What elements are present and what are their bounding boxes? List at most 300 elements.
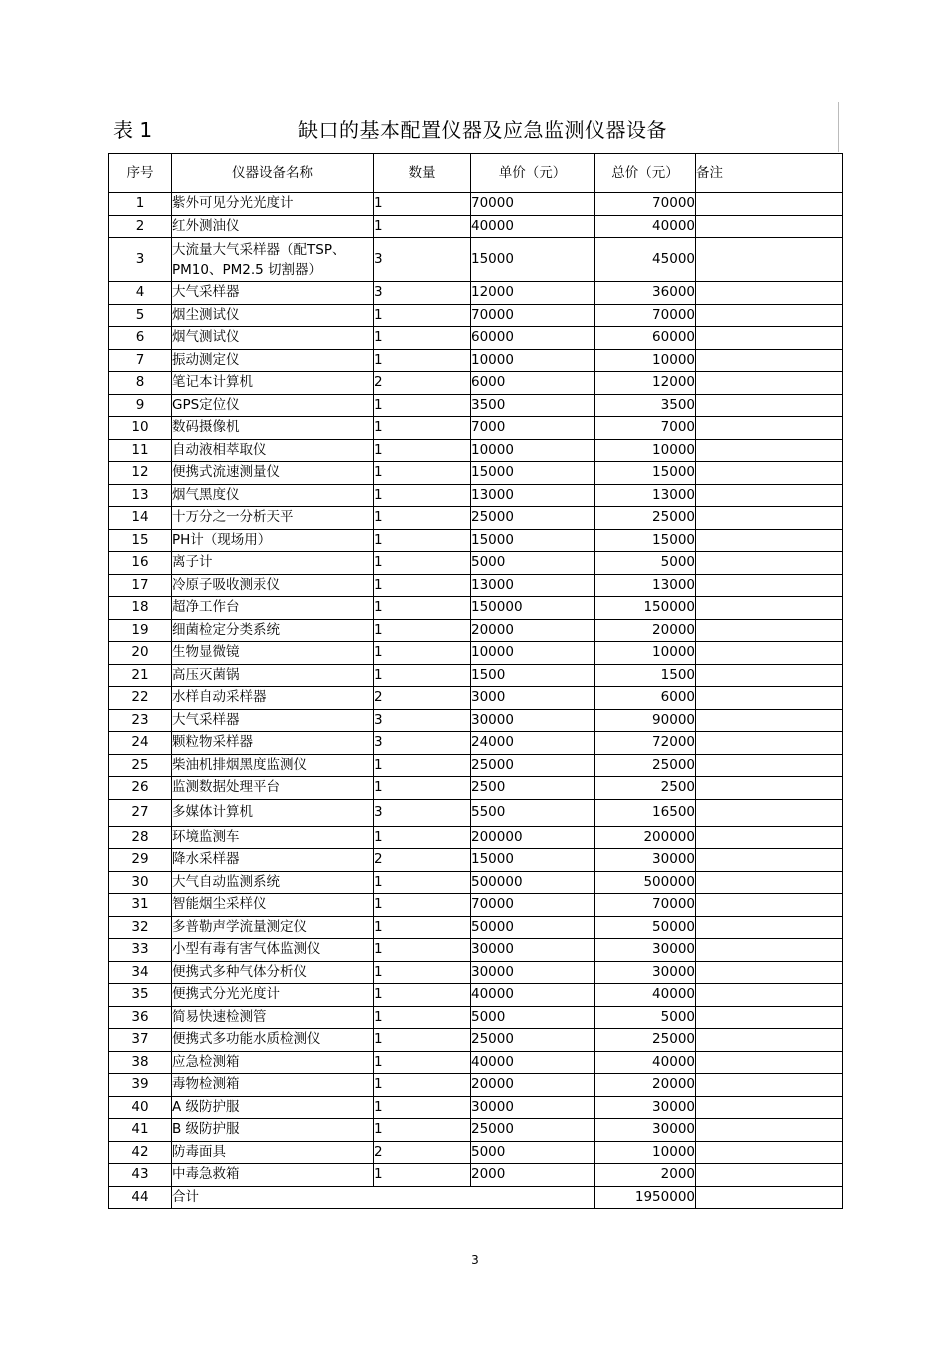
cell-total: 40000 [595, 984, 696, 1007]
cell-no: 16 [109, 552, 172, 575]
cell-total: 50000 [595, 916, 696, 939]
cell-qty: 1 [374, 894, 471, 917]
cell-total: 70000 [595, 304, 696, 327]
cell-name: 冷原子吸收测汞仪 [172, 574, 374, 597]
table-row [109, 282, 843, 305]
cell-price: 13000 [471, 574, 595, 597]
cell-no: 13 [109, 484, 172, 507]
cell-no: 4 [109, 282, 172, 305]
table-row [109, 916, 843, 939]
cell-no: 23 [109, 709, 172, 732]
cell-price: 50000 [471, 916, 595, 939]
cell-name: 烟气黑度仪 [172, 484, 374, 507]
cell-no: 33 [109, 939, 172, 962]
cell-note [696, 1141, 843, 1164]
cell-no: 29 [109, 849, 172, 872]
cell-total: 25000 [595, 754, 696, 777]
table-row [109, 1074, 843, 1097]
cell-total: 6000 [595, 687, 696, 710]
cell-total: 16500 [595, 799, 696, 826]
cell-price: 10000 [471, 642, 595, 665]
cell-qty: 1 [374, 1051, 471, 1074]
cell-total: 7000 [595, 417, 696, 440]
table-row [109, 687, 843, 710]
table-row [109, 238, 843, 282]
cell-price: 5000 [471, 552, 595, 575]
cell-note [696, 552, 843, 575]
cell-qty: 1 [374, 754, 471, 777]
table-row [109, 529, 843, 552]
cell-qty: 1 [374, 394, 471, 417]
table-row [109, 1164, 843, 1187]
cell-no: 8 [109, 372, 172, 395]
cell-note [696, 439, 843, 462]
cell-no: 6 [109, 327, 172, 350]
cell-no: 43 [109, 1164, 172, 1187]
cell-total: 5000 [595, 1006, 696, 1029]
table-summary-row [109, 1186, 843, 1209]
cell-note [696, 507, 843, 530]
cell-note [696, 984, 843, 1007]
cell-name: 水样自动采样器 [172, 687, 374, 710]
cell-note [696, 1029, 843, 1052]
cell-name: 超净工作台 [172, 597, 374, 620]
cell-note [696, 372, 843, 395]
cell-total: 1500 [595, 664, 696, 687]
cell-qty: 1 [374, 826, 471, 849]
cell-qty: 1 [374, 1119, 471, 1142]
cell-qty: 1 [374, 439, 471, 462]
cell-total: 30000 [595, 1096, 696, 1119]
cell-price: 1500 [471, 664, 595, 687]
cell-note [696, 529, 843, 552]
cell-no: 11 [109, 439, 172, 462]
cell-qty: 1 [374, 961, 471, 984]
cell-qty: 1 [374, 349, 471, 372]
cell-price: 12000 [471, 282, 595, 305]
cell-no: 14 [109, 507, 172, 530]
cell-qty: 3 [374, 238, 471, 282]
cell-price: 15000 [471, 462, 595, 485]
cell-total: 13000 [595, 484, 696, 507]
cell-no: 37 [109, 1029, 172, 1052]
cell-name: 数码摄像机 [172, 417, 374, 440]
cell-no: 9 [109, 394, 172, 417]
cell-price: 150000 [471, 597, 595, 620]
table-row [109, 1141, 843, 1164]
cell-qty: 1 [374, 1164, 471, 1187]
cell-price: 10000 [471, 349, 595, 372]
table-row [109, 507, 843, 530]
cell-name: 智能烟尘采样仪 [172, 894, 374, 917]
cell-total: 2500 [595, 777, 696, 800]
cell-name: 烟尘测试仪 [172, 304, 374, 327]
cell-total: 2000 [595, 1164, 696, 1187]
cell-note [696, 619, 843, 642]
cell-name: 烟气测试仪 [172, 327, 374, 350]
cell-note [696, 894, 843, 917]
cell-price: 10000 [471, 439, 595, 462]
cell-name: 柴油机排烟黑度监测仪 [172, 754, 374, 777]
cell-total: 30000 [595, 1119, 696, 1142]
cell-note [696, 939, 843, 962]
cell-total: 200000 [595, 826, 696, 849]
table-row [109, 484, 843, 507]
cell-total: 10000 [595, 439, 696, 462]
cell-note [696, 849, 843, 872]
cell-no: 1 [109, 193, 172, 216]
cell-total: 72000 [595, 732, 696, 755]
table-row [109, 894, 843, 917]
cell-note [696, 193, 843, 216]
table-caption [108, 102, 839, 152]
cell-price: 70000 [471, 894, 595, 917]
table-row [109, 574, 843, 597]
cell-qty: 1 [374, 484, 471, 507]
cell-name: 简易快速检测管 [172, 1006, 374, 1029]
table-header-row [109, 154, 843, 193]
cell-no: 31 [109, 894, 172, 917]
table-row [109, 799, 843, 826]
cell-note [696, 484, 843, 507]
table-body [109, 193, 843, 1209]
cell-qty: 1 [374, 1006, 471, 1029]
cell-qty: 1 [374, 871, 471, 894]
cell-total: 30000 [595, 961, 696, 984]
cell-price: 2500 [471, 777, 595, 800]
cell-price: 7000 [471, 417, 595, 440]
table-row [109, 439, 843, 462]
cell-qty: 1 [374, 574, 471, 597]
cell-qty: 1 [374, 916, 471, 939]
cell-note [696, 349, 843, 372]
cell-no: 35 [109, 984, 172, 1007]
table-row [109, 597, 843, 620]
cell-price: 13000 [471, 484, 595, 507]
cell-price: 15000 [471, 238, 595, 282]
table-row [109, 709, 843, 732]
cell-note [696, 799, 843, 826]
cell-note [696, 327, 843, 350]
cell-qty: 1 [374, 642, 471, 665]
cell-qty: 1 [374, 984, 471, 1007]
cell-note [696, 1074, 843, 1097]
equipment-table [108, 153, 843, 1209]
cell-name: 大气自动监测系统 [172, 871, 374, 894]
cell-qty: 1 [374, 597, 471, 620]
header-total: 总价（元） [595, 154, 696, 193]
cell-name: 十万分之一分析天平 [172, 507, 374, 530]
table-row [109, 215, 843, 238]
table-row [109, 826, 843, 849]
cell-price: 40000 [471, 1051, 595, 1074]
cell-qty: 1 [374, 552, 471, 575]
cell-total: 70000 [595, 894, 696, 917]
cell-total: 25000 [595, 1029, 696, 1052]
cell-price: 30000 [471, 709, 595, 732]
cell-price: 70000 [471, 193, 595, 216]
cell-note [696, 664, 843, 687]
cell-total: 10000 [595, 642, 696, 665]
cell-name: 防毒面具 [172, 1141, 374, 1164]
cell-no: 39 [109, 1074, 172, 1097]
table-row [109, 1051, 843, 1074]
cell-price: 30000 [471, 961, 595, 984]
header-price: 单价（元） [471, 154, 595, 193]
cell-price: 40000 [471, 215, 595, 238]
table-row [109, 1006, 843, 1029]
cell-price: 2000 [471, 1164, 595, 1187]
cell-no: 41 [109, 1119, 172, 1142]
cell-note [696, 1096, 843, 1119]
table-row [109, 984, 843, 1007]
cell-no: 36 [109, 1006, 172, 1029]
cell-total: 90000 [595, 709, 696, 732]
cell-qty: 1 [374, 777, 471, 800]
cell-price: 15000 [471, 529, 595, 552]
cell-name: 便携式多种气体分析仪 [172, 961, 374, 984]
cell-qty: 3 [374, 282, 471, 305]
cell-qty: 1 [374, 664, 471, 687]
cell-no: 22 [109, 687, 172, 710]
table-row [109, 642, 843, 665]
cell-price: 20000 [471, 1074, 595, 1097]
cell-no: 10 [109, 417, 172, 440]
cell-note [696, 1119, 843, 1142]
cell-price: 40000 [471, 984, 595, 1007]
page-title: 缺口的基本配置仪器及应急监测仪器设备 [298, 118, 667, 142]
header-note: 备注 [696, 154, 843, 193]
cell-total: 10000 [595, 1141, 696, 1164]
cell-note [696, 574, 843, 597]
cell-summary-total: 1950000 [595, 1186, 696, 1209]
cell-name: 红外测油仪 [172, 215, 374, 238]
table-row [109, 871, 843, 894]
cell-price: 24000 [471, 732, 595, 755]
cell-name: 振动测定仪 [172, 349, 374, 372]
table-row [109, 304, 843, 327]
cell-qty: 1 [374, 304, 471, 327]
cell-name: 笔记本计算机 [172, 372, 374, 395]
table-row [109, 1119, 843, 1142]
cell-name: 应急检测箱 [172, 1051, 374, 1074]
cell-note [696, 642, 843, 665]
cell-name: 大流量大气采样器（配TSP、PM10、PM2.5 切割器） [172, 238, 374, 282]
cell-no: 30 [109, 871, 172, 894]
table-row [109, 961, 843, 984]
cell-note [696, 282, 843, 305]
cell-price: 3000 [471, 687, 595, 710]
cell-total: 15000 [595, 529, 696, 552]
cell-no: 42 [109, 1141, 172, 1164]
cell-no: 5 [109, 304, 172, 327]
cell-note [696, 417, 843, 440]
cell-total: 500000 [595, 871, 696, 894]
table-row [109, 1029, 843, 1052]
cell-price: 3500 [471, 394, 595, 417]
cell-name: 小型有毒有害气体监测仪 [172, 939, 374, 962]
cell-no: 21 [109, 664, 172, 687]
cell-name: B 级防护服 [172, 1119, 374, 1142]
cell-note [696, 304, 843, 327]
cell-total: 70000 [595, 193, 696, 216]
cell-name: 降水采样器 [172, 849, 374, 872]
cell-no: 32 [109, 916, 172, 939]
table-row [109, 849, 843, 872]
cell-no: 20 [109, 642, 172, 665]
cell-total: 13000 [595, 574, 696, 597]
cell-total: 60000 [595, 327, 696, 350]
cell-no: 17 [109, 574, 172, 597]
cell-qty: 1 [374, 507, 471, 530]
cell-no: 34 [109, 961, 172, 984]
cell-qty: 1 [374, 193, 471, 216]
table-row [109, 939, 843, 962]
cell-total: 30000 [595, 939, 696, 962]
cell-note [696, 777, 843, 800]
table-row [109, 754, 843, 777]
cell-name: 环境监测车 [172, 826, 374, 849]
cell-name: 大气采样器 [172, 709, 374, 732]
table-row [109, 664, 843, 687]
cell-note [696, 597, 843, 620]
cell-qty: 1 [374, 1074, 471, 1097]
cell-no: 24 [109, 732, 172, 755]
cell-price: 500000 [471, 871, 595, 894]
cell-name: 高压灭菌锅 [172, 664, 374, 687]
cell-price: 5000 [471, 1006, 595, 1029]
cell-price: 25000 [471, 1119, 595, 1142]
cell-no: 3 [109, 238, 172, 282]
cell-price: 6000 [471, 372, 595, 395]
cell-note [696, 1051, 843, 1074]
cell-no: 19 [109, 619, 172, 642]
cell-total: 36000 [595, 282, 696, 305]
cell-note [696, 871, 843, 894]
cell-price: 25000 [471, 1029, 595, 1052]
cell-name: 毒物检测箱 [172, 1074, 374, 1097]
cell-total: 25000 [595, 507, 696, 530]
table-row [109, 417, 843, 440]
cell-name: 中毒急救箱 [172, 1164, 374, 1187]
cell-total: 12000 [595, 372, 696, 395]
cell-summary-label: 合计 [172, 1186, 595, 1209]
cell-total: 15000 [595, 462, 696, 485]
table-row [109, 193, 843, 216]
cell-price: 15000 [471, 849, 595, 872]
cell-name: 便携式流速测量仪 [172, 462, 374, 485]
cell-total: 40000 [595, 215, 696, 238]
cell-no: 12 [109, 462, 172, 485]
cell-price: 30000 [471, 1096, 595, 1119]
cell-name: 离子计 [172, 552, 374, 575]
cell-note [696, 215, 843, 238]
cell-qty: 1 [374, 939, 471, 962]
cell-qty: 2 [374, 372, 471, 395]
cell-no: 15 [109, 529, 172, 552]
cell-note [696, 394, 843, 417]
cell-qty: 3 [374, 732, 471, 755]
cell-note [696, 709, 843, 732]
cell-qty: 1 [374, 417, 471, 440]
cell-total: 20000 [595, 619, 696, 642]
cell-note [696, 916, 843, 939]
cell-price: 70000 [471, 304, 595, 327]
cell-qty: 1 [374, 529, 471, 552]
cell-qty: 2 [374, 1141, 471, 1164]
header-no: 序号 [109, 154, 172, 193]
table-row [109, 1096, 843, 1119]
cell-price: 200000 [471, 826, 595, 849]
cell-price: 25000 [471, 507, 595, 530]
cell-no: 25 [109, 754, 172, 777]
header-name: 仪器设备名称 [172, 154, 374, 193]
cell-name: 紫外可见分光光度计 [172, 193, 374, 216]
cell-note [696, 961, 843, 984]
cell-no: 18 [109, 597, 172, 620]
cell-name: PH计（现场用） [172, 529, 374, 552]
cell-qty: 1 [374, 1096, 471, 1119]
cell-total: 5000 [595, 552, 696, 575]
cell-price: 20000 [471, 619, 595, 642]
cell-name: 多媒体计算机 [172, 799, 374, 826]
cell-price: 5000 [471, 1141, 595, 1164]
table-row [109, 349, 843, 372]
cell-name: 监测数据处理平台 [172, 777, 374, 800]
cell-note [696, 238, 843, 282]
cell-note [696, 1186, 843, 1209]
cell-price: 60000 [471, 327, 595, 350]
cell-price: 30000 [471, 939, 595, 962]
cell-total: 10000 [595, 349, 696, 372]
cell-qty: 1 [374, 619, 471, 642]
cell-price: 25000 [471, 754, 595, 777]
cell-no: 40 [109, 1096, 172, 1119]
cell-qty: 1 [374, 462, 471, 485]
cell-qty: 2 [374, 849, 471, 872]
cell-name: 自动液相萃取仪 [172, 439, 374, 462]
cell-name: GPS定位仪 [172, 394, 374, 417]
cell-name: 多普勒声学流量测定仪 [172, 916, 374, 939]
cell-name: 细菌检定分类系统 [172, 619, 374, 642]
cell-note [696, 687, 843, 710]
table-row [109, 619, 843, 642]
cell-no: 7 [109, 349, 172, 372]
cell-qty: 2 [374, 687, 471, 710]
cell-qty: 1 [374, 1029, 471, 1052]
cell-name: 颗粒物采样器 [172, 732, 374, 755]
cell-qty: 1 [374, 327, 471, 350]
cell-no: 44 [109, 1186, 172, 1209]
cell-name: A 级防护服 [172, 1096, 374, 1119]
cell-note [696, 462, 843, 485]
cell-name: 便携式多功能水质检测仪 [172, 1029, 374, 1052]
cell-note [696, 1006, 843, 1029]
table-row [109, 777, 843, 800]
cell-price: 5500 [471, 799, 595, 826]
cell-total: 150000 [595, 597, 696, 620]
table-row [109, 394, 843, 417]
table-row [109, 372, 843, 395]
cell-total: 3500 [595, 394, 696, 417]
cell-note [696, 1164, 843, 1187]
cell-total: 30000 [595, 849, 696, 872]
table-row [109, 732, 843, 755]
cell-note [696, 732, 843, 755]
cell-no: 28 [109, 826, 172, 849]
cell-name: 便携式分光光度计 [172, 984, 374, 1007]
header-qty: 数量 [374, 154, 471, 193]
